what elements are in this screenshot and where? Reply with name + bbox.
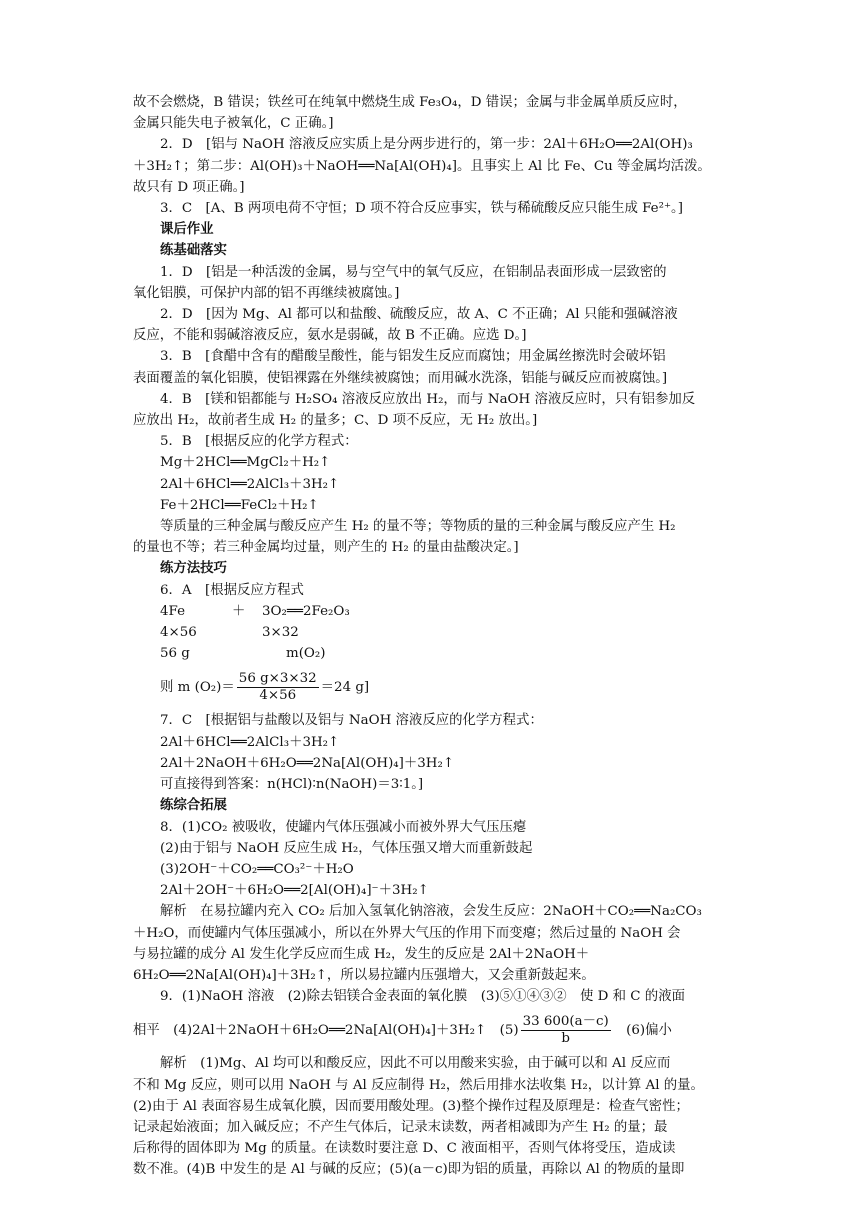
subsection-heading: 练基础落实 xyxy=(160,242,227,259)
answer-8: 8．(1)CO₂ 被吸收，使罐内气体压强减小而被外界大气压压瘪 xyxy=(160,819,527,835)
calc-row xyxy=(133,622,733,643)
text-line: 等质量的三种金属与酸反应产生 H₂ 的量不等；等物质的量的三种金属与酸反应产生 H₂ xyxy=(160,519,676,535)
calc-cell: 56 g xyxy=(160,646,190,662)
equation: Mg＋2HCl══MgCl₂＋H₂↑ xyxy=(160,455,331,471)
answer-2: 2．D [因为 Mg、Al 都可以和盐酸、硫酸反应，故 A、C 不正确；Al 只能和强碱溶液 xyxy=(160,307,678,323)
answer-9-part: (6)偏小 xyxy=(612,1022,672,1038)
calc-row xyxy=(133,643,733,664)
fraction xyxy=(237,671,319,704)
subsection-heading: 练综合拓展 xyxy=(160,797,227,814)
text-line: 反应，不能和弱碱溶液反应，氨水是弱碱，故 B 不正确。应选 D。] xyxy=(133,328,527,344)
fraction-denominator: b xyxy=(561,1030,570,1046)
text-line: 氧化铝膜，可保护内部的铝不再继续被腐蚀。] xyxy=(133,285,400,301)
text-line: 表面覆盖的氧化铝膜，使铝裸露在外继续被腐蚀；而用碱水洗涤，铝能与碱反应而被腐蚀。] xyxy=(133,370,668,386)
fraction xyxy=(521,1014,611,1047)
text-line: (2)由于铝与 NaOH 反应生成 H₂，气体压强又增大而重新鼓起 xyxy=(160,840,533,856)
text-line: 故不会燃烧，B 错误；铁丝可在纯氧中燃烧生成 Fe₃O₄，D 错误；金属与非金属单质反应时， xyxy=(133,95,687,110)
calc-cell: 4Fe xyxy=(160,603,186,619)
text-line: 可直接得到答案：n(HCl)∶n(NaOH)＝3∶1。] xyxy=(160,777,424,793)
text-line: 故只有 D 项正确。] xyxy=(133,179,245,195)
fraction-line xyxy=(133,664,733,710)
answer-3: 3．C [A、B 两项电荷不守恒；D 项不符合反应事实，铁与稀硫酸反应只能生成 Fe²⁺。] xyxy=(160,201,683,217)
answer-2: 2．D [铝与 NaOH 溶液反应实质上是分两步进行的，第一步：2Al＋6H₂O══2Al(OH)₃ xyxy=(160,137,693,153)
fraction-denominator: 4×56 xyxy=(259,687,297,703)
equation: Fe＋2HCl══FeCl₂＋H₂↑ xyxy=(160,497,319,513)
equation: 2Al＋2OH⁻＋6H₂O══2[Al(OH)₄]⁻＋3H₂↑ xyxy=(160,883,429,899)
text-line: 6H₂O══2Na[Al(OH)₄]＋3H₂↑，所以易拉罐内压强增大，又会重新鼓起来。 xyxy=(133,967,595,983)
section-heading: 课后作业 xyxy=(160,221,214,238)
text-line: (2)由于 Al 表面容易生成氧化膜，因而要用酸处理。(3)整个操作过程及原理是：检查气密性； xyxy=(133,1098,689,1114)
calc-cell: 4×56 xyxy=(160,625,197,641)
answer-3: 3．B [食醋中含有的醋酸呈酸性，能与铝发生反应而腐蚀；用金属丝擦洗时会破坏铝 xyxy=(160,349,666,365)
answer-9-part: 相平 (4)2Al＋2NaOH＋6H₂O══2Na[Al(OH)₄]＋3H₂↑ (5) xyxy=(133,1022,519,1038)
equation: 2Al＋6HCl══2AlCl₃＋3H₂↑ xyxy=(160,734,340,750)
fraction-suffix: ＝24 g] xyxy=(320,679,370,695)
text-line: ＋H₂O，而使罐内气体压强减小，所以在外界大气压的作用下而变瘪；然后过量的 NaOH 会 xyxy=(133,925,681,941)
answer-5: 5．B [根据反应的化学方程式： xyxy=(160,434,358,450)
equation: 2Al＋6HCl══2AlCl₃＋3H₂↑ xyxy=(160,476,340,492)
text-line: 应放出 H₂，故前者生成 H₂ 的量多；C、D 项不反应，无 H₂ 放出。] xyxy=(133,413,538,429)
equation: 2Al＋2NaOH＋6H₂O══2Na[Al(OH)₄]＋3H₂↑ xyxy=(160,755,455,771)
analysis-line: 解析 在易拉罐内充入 CO₂ 后加入氢氧化钠溶液，会发生反应：2NaOH＋CO₂══Na₂CO₃ xyxy=(160,904,702,920)
text-line: 不和 Mg 反应，则可以用 NaOH 与 Al 反应制得 H₂，然后用排水法收集 H₂，以计算 Al 的量。 xyxy=(133,1077,704,1093)
answer-7: 7．C [根据铝与盐酸以及铝与 NaOH 溶液反应的化学方程式： xyxy=(160,713,543,729)
fraction-line xyxy=(133,1007,733,1053)
answer-1: 1．D [铝是一种活泼的金属，易与空气中的氧气反应，在铝制品表面形成一层致密的 xyxy=(160,264,667,280)
answer-4: 4．B [镁和铝都能与 H₂SO₄ 溶液反应放出 H₂，而与 NaOH 溶液反应时，只有铝参加反 xyxy=(160,391,696,407)
equation: (3)2OH⁻＋CO₂══CO₃²⁻＋H₂O xyxy=(160,861,354,877)
calc-cell: m(O₂) xyxy=(286,646,326,662)
calc-cell: ＋ xyxy=(232,603,246,619)
calc-cell: 3×32 xyxy=(262,625,299,641)
text-line: 与易拉罐的成分 Al 发生化学反应而生成 H₂，发生的反应是 2Al＋2NaOH＋ xyxy=(133,946,590,962)
calc-row xyxy=(133,601,733,622)
text-line: 记录起始液面；加入碱反应；不产生气体后，记录末读数，两者相减即为产生 H₂ 的量；最 xyxy=(133,1119,668,1135)
subsection-heading: 练方法技巧 xyxy=(160,560,227,577)
text-line: 数不准。(4)B 中发生的是 Al 与碱的反应；(5)(a－c)即为铝的质量，再除以 Al 的物质的量即 xyxy=(133,1162,685,1178)
fraction-prefix: 则 m (O₂)＝ xyxy=(160,679,235,695)
document-page xyxy=(133,92,733,1181)
answer-6: 6．A [根据反应方程式 xyxy=(160,582,304,598)
calc-cell: 3O₂══2Fe₂O₃ xyxy=(262,603,350,619)
text-line: 的量也不等；若三种金属均过量，则产生的 H₂ 的量由盐酸决定。] xyxy=(133,540,519,556)
text-line: 后称得的固体即为 Mg 的质量。在读数时要注意 D、C 液面相平，否则气体将受压，造成读 xyxy=(133,1141,676,1157)
text-line: ＋3H₂↑；第二步：Al(OH)₃＋NaOH══Na[Al(OH)₄]。且事实上 Al 比 Fe、Cu 等金属均活泼。 xyxy=(133,158,711,174)
text-line: 金属只能失电子被氧化，C 正确。] xyxy=(133,116,334,132)
fraction-numerator: 56 g×3×32 xyxy=(238,670,317,686)
fraction-numerator: 33 600(a－c) xyxy=(522,1013,609,1029)
analysis-line: 解析 (1)Mg、Al 均可以和酸反应，因此不可以用酸来实验，由于碱可以和 Al 反应而 xyxy=(160,1056,671,1072)
answer-9: 9．(1)NaOH 溶液 (2)除去铝镁合金表面的氧化膜 (3)⑤①④③② 使 D 和 C 的液面 xyxy=(160,989,685,1005)
